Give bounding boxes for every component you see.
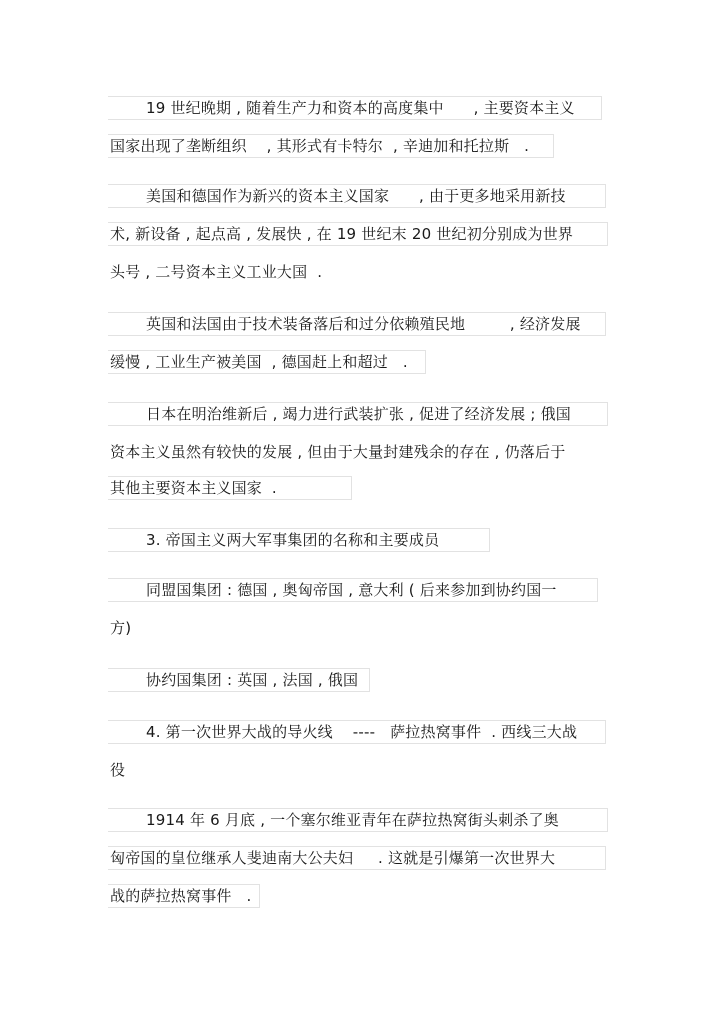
paragraph-line: 1914 年 6 月底 , 一个塞尔维亚青年在萨拉热窝街头刺杀了奥 (146, 811, 559, 829)
paragraph-line: 头号 , 二号资本主义工业大国 . (110, 263, 323, 281)
paragraph-line: 术, 新设备 , 起点高 , 发展快 , 在 19 世纪末 20 世纪初分别成为世界 (110, 225, 574, 243)
paragraph-line: 其他主要资本主义国家 . (110, 479, 277, 497)
paragraph-line: 日本在明治维新后 , 竭力进行武装扩张 , 促进了经济发展 ; 俄国 (146, 405, 572, 423)
paragraph-line: 美国和德国作为新兴的资本主义国家 , 由于更多地采用新技 (146, 187, 566, 205)
paragraph-line: 国家出现了垄断组织 , 其形式有卡特尔 , 辛迪加和托拉斯 . (110, 137, 530, 155)
paragraph-line: 战的萨拉热窝事件 . (110, 887, 252, 905)
paragraph-line: 方) (110, 619, 132, 637)
section-heading: 役 (110, 761, 126, 779)
paragraph-line: 匈帝国的皇位继承人斐迪南大公夫妇 . 这就是引爆第一次世界大 (110, 849, 556, 867)
section-heading: 3. 帝国主义两大军事集团的名称和主要成员 (146, 531, 440, 549)
paragraph-line: 缓慢 , 工业生产被美国 , 德国赶上和超过 . (110, 353, 408, 371)
paragraph-line: 资本主义虽然有较快的发展 , 但由于大量封建残余的存在 , 仍落后于 (110, 443, 566, 461)
paragraph-line: 同盟国集团 : 德国 , 奥匈帝国 , 意大利 ( 后来参加到协约国一 (146, 581, 557, 599)
paragraph-line: 英国和法国由于技术装备落后和过分依赖殖民地 , 经济发展 (146, 315, 581, 333)
section-heading: 4. 第一次世界大战的导火线 ---- 萨拉热窝事件 . 西线三大战 (146, 723, 578, 741)
paragraph-line: 协约国集团 : 英国 , 法国 , 俄国 (146, 671, 359, 689)
paragraph-line: 19 世纪晚期 , 随着生产力和资本的高度集中 , 主要资本主义 (146, 99, 575, 117)
